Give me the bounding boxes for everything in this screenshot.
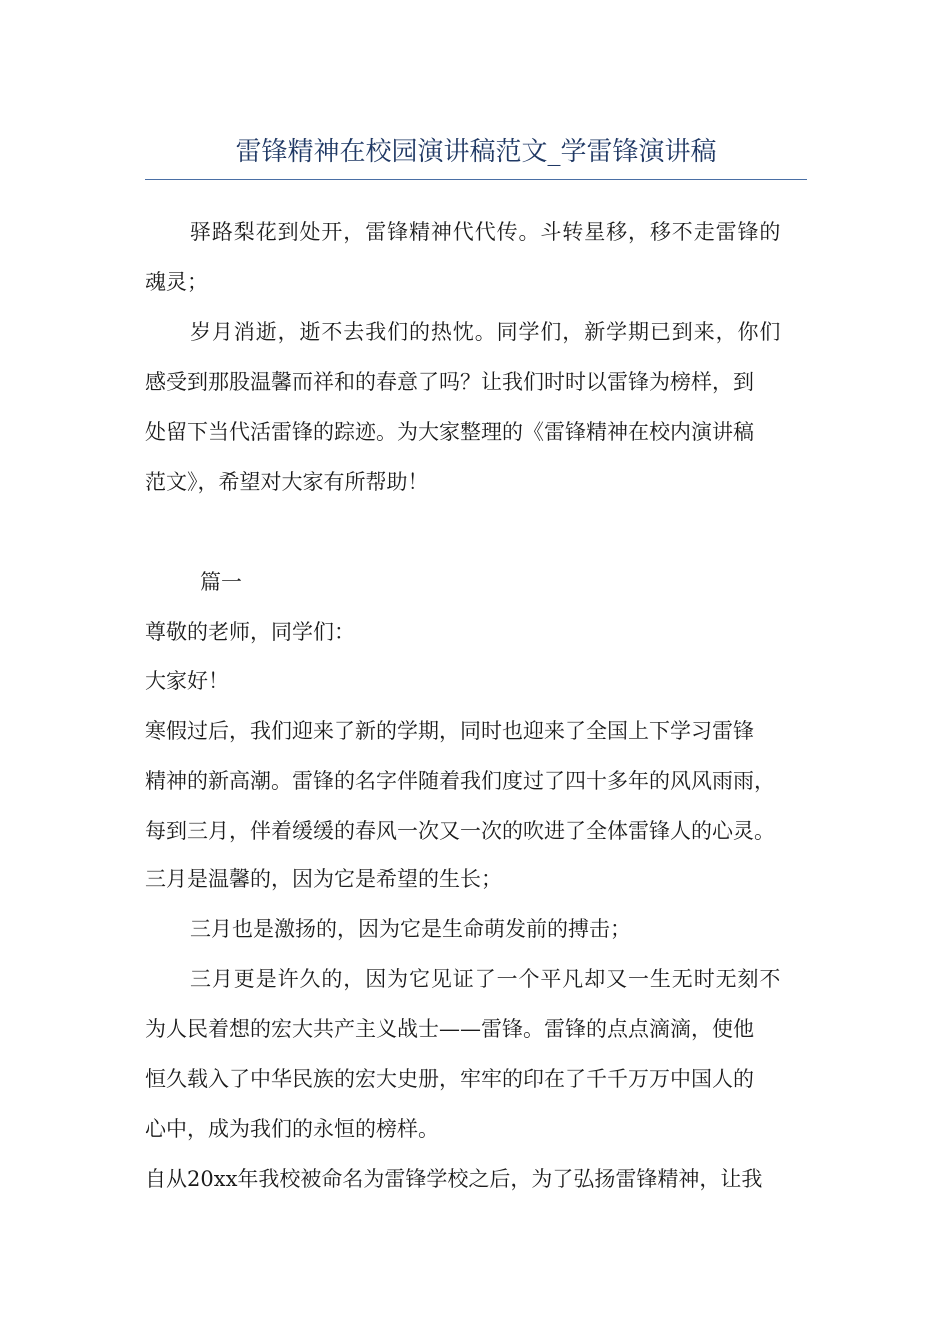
paragraph-line: 范文》，希望对大家有所帮助！	[145, 470, 429, 494]
paragraph-line: 寒假过后，我们迎来了新的学期，同时也迎来了全国上下学习雷锋	[145, 719, 754, 743]
paragraph-line: 驿路梨花到处开，雷锋精神代代传。斗转星移，移不走雷锋的	[190, 220, 782, 244]
paragraph-line: 精神的新高潮。雷锋的名字伴随着我们度过了四十多年的风风雨雨，	[145, 769, 775, 793]
paragraph-line: 为人民着想的宏大共产主义战士——雷锋。雷锋的点点滴滴，使他	[145, 1017, 754, 1041]
paragraph-line: 恒久载入了中华民族的宏大史册，牢牢的印在了千千万万中国人的	[145, 1067, 754, 1091]
paragraph-line: 魂灵；	[145, 270, 208, 294]
title-underline	[145, 179, 807, 180]
paragraph-line: 自从20xx年我校被命名为雷锋学校之后，为了弘扬雷锋精神，让我	[145, 1167, 763, 1191]
paragraph-line: 三月是温馨的，因为它是希望的生长；	[145, 867, 502, 891]
paragraph-line: 处留下当代活雷锋的踪迹。为大家整理的《雷锋精神在校内演讲稿	[145, 420, 754, 444]
document-title: 雷锋精神在校园演讲稿范文_学雷锋演讲稿	[235, 137, 717, 167]
paragraph-line: 三月更是许久的，因为它见证了一个平凡却又一生无时无刻不	[190, 967, 782, 991]
salutation: 尊敬的老师，同学们：	[145, 620, 355, 644]
paragraph-line: 岁月消逝，逝不去我们的热忱。同学们，新学期已到来，你们	[190, 320, 782, 344]
section-heading: 篇一	[200, 570, 242, 594]
paragraph-line: 三月也是激扬的，因为它是生命萌发前的搏击；	[190, 917, 631, 941]
paragraph-line: 每到三月，伴着缓缓的春风一次又一次的吹进了全体雷锋人的心灵。	[145, 819, 775, 843]
paragraph-line: 感受到那股温馨而祥和的春意了吗？让我们时时以雷锋为榜样，到	[145, 370, 754, 394]
paragraph-line: 心中，成为我们的永恒的榜样。	[145, 1117, 439, 1141]
greeting: 大家好！	[145, 669, 229, 693]
